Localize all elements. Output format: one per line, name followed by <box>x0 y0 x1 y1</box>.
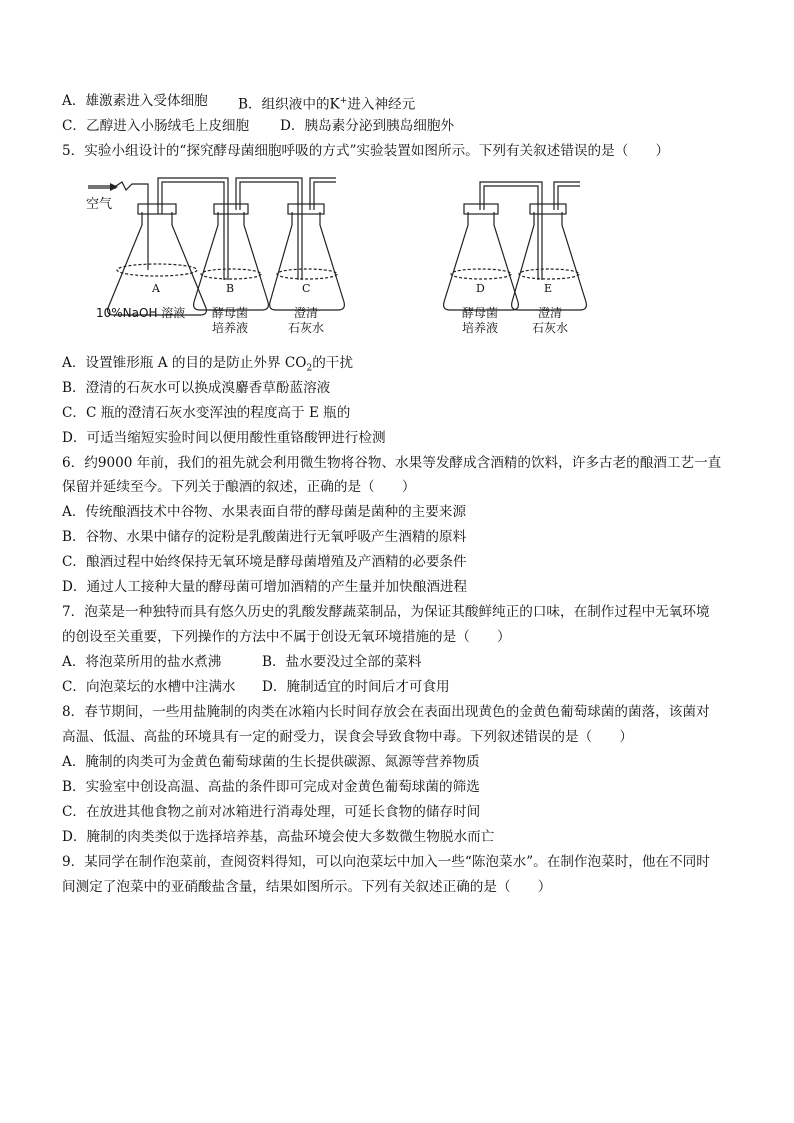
q9-stem-line-2: 间测定了泡菜中的亚硝酸盐含量，结果如图所示。下列有关叙述正确的是（ ） <box>62 879 552 895</box>
flask-letter-b: B <box>226 282 235 295</box>
q5-option-a: A．设置锥形瓶 A 的目的是防止外界 $CO_2$的干扰 <box>62 355 353 374</box>
air-inlet-pipe <box>88 182 148 270</box>
q8-option-c: C．在放进其他食物之前对冰箱进行消毒处理，可延长食物的储存时间 <box>62 804 481 820</box>
flask-b-label-2: 培养液 <box>212 321 249 335</box>
air-arrow-icon <box>110 183 118 191</box>
pipe-b-c <box>236 178 302 280</box>
q6-option-b: B．谷物、水果中储存的淀粉是乳酸菌进行无氧呼吸产生酒精的原料 <box>62 529 467 545</box>
q6-option-a: A．传统酿酒技术中谷物、水果表面自带的酵母菌是菌种的主要来源 <box>62 504 467 520</box>
q6-option-d: D．通过人工接种大量的酵母菌可增加酒精的产生量并加快酿酒进程 <box>62 579 468 595</box>
air-label: 空气 <box>86 197 113 212</box>
q8-option-b: B．实验室中创设高温、高盐的条件即可完成对金黄色葡萄球菌的筛选 <box>62 779 480 795</box>
flask-c-label-1: 澄清 <box>294 306 319 320</box>
q4-option-d: D．胰岛素分泌到胰岛细胞外 <box>280 118 455 134</box>
q4-option-c: C．乙醇进入小肠绒毛上皮细胞 <box>62 118 250 134</box>
q5-apparatus-figure <box>80 170 600 350</box>
flask-d-label-2: 培养液 <box>462 321 499 335</box>
q5-option-b: B．澄清的石灰水可以换成溴麝香草酚蓝溶液 <box>62 380 331 396</box>
flask-b-label-1: 酵母菌 <box>212 306 249 320</box>
flask-a <box>108 204 207 315</box>
flask-letter-d: D <box>476 282 485 295</box>
q7-option-c: C．向泡菜坛的水槽中注满水 <box>62 679 236 695</box>
q5-stem: 5．实验小组设计的“探究酵母菌细胞呼吸的方式”实验装置如图所示。下列有关叙述错误的是（ ） <box>62 143 670 159</box>
q7-stem-line-1: 7．泡菜是一种独特而具有悠久历史的乳酸发酵蔬菜制品，为保证其酸鲜纯正的口味，在制作过程中无氧环境 <box>62 604 710 620</box>
q4-option-a: A．雄激素进入受体细胞 <box>62 93 208 109</box>
flask-e-label-1: 澄清 <box>538 306 563 320</box>
q6-stem-line-1: 6．约9000 年前，我们的祖先就会利用微生物将谷物、水果等发酵成含酒精的饮料，许多古老的酿酒工艺一直 <box>62 455 722 471</box>
q6-stem-line-2: 保留并延续至今。下列关于酿酒的叙述，正确的是（ ） <box>62 479 416 495</box>
q8-stem-line-2: 高温、低温、高盐的环境具有一定的耐受力，误食会导致食物中毒。下列叙述错误的是（ ） <box>62 729 633 745</box>
q7-option-b: B．盐水要没过全部的菜料 <box>262 654 422 670</box>
q6-option-c: C．酿酒过程中始终保持无氧环境是酵母菌增殖及产酒精的必要条件 <box>62 554 467 570</box>
flask-a-label: 10%NaOH 溶液 <box>96 306 186 320</box>
q5-option-d: D．可适当缩短实验时间以便用酸性重铬酸钾进行检测 <box>62 430 386 446</box>
q8-option-d: D．腌制的肉类类似于选择培养基，高盐环境会使大多数微生物脱水而亡 <box>62 829 495 845</box>
q4-option-b: B．组织液中的K+进入神经元 <box>238 96 416 113</box>
q5-option-c: C．C 瓶的澄清石灰水变浑浊的程度高于 E 瓶的 <box>62 405 351 421</box>
q9-stem-line-1: 9．某同学在制作泡菜前，查阅资料得知，可以向泡菜坛中加入一些“陈泡菜水”。在制作泡菜时，他在不同时 <box>62 854 710 870</box>
q7-stem-line-2: 的创设至关重要，下列操作的方法中不属于创设无氧环境措施的是（ ） <box>62 629 511 645</box>
flask-letter-c: C <box>302 282 311 295</box>
flask-c-label-2: 石灰水 <box>288 321 325 335</box>
q8-stem-line-1: 8．春节期间，一些用盐腌制的肉类在冰箱内长时间存放会在表面出现黄色的金黄色葡萄球菌的菌落，该菌对 <box>62 704 710 720</box>
q7-option-a: A．将泡菜所用的盐水煮沸 <box>62 654 222 670</box>
flask-letter-a: A <box>152 282 160 295</box>
flask-letter-e: E <box>544 282 553 295</box>
flask-e-label-2: 石灰水 <box>532 321 569 335</box>
flask-d-label-1: 酵母菌 <box>462 306 499 320</box>
q8-option-a: A．腌制的肉类可为金黄色葡萄球菌的生长提供碳源、氮源等营养物质 <box>62 754 480 770</box>
q7-option-d: D．腌制适宜的时间后才可食用 <box>262 679 450 695</box>
